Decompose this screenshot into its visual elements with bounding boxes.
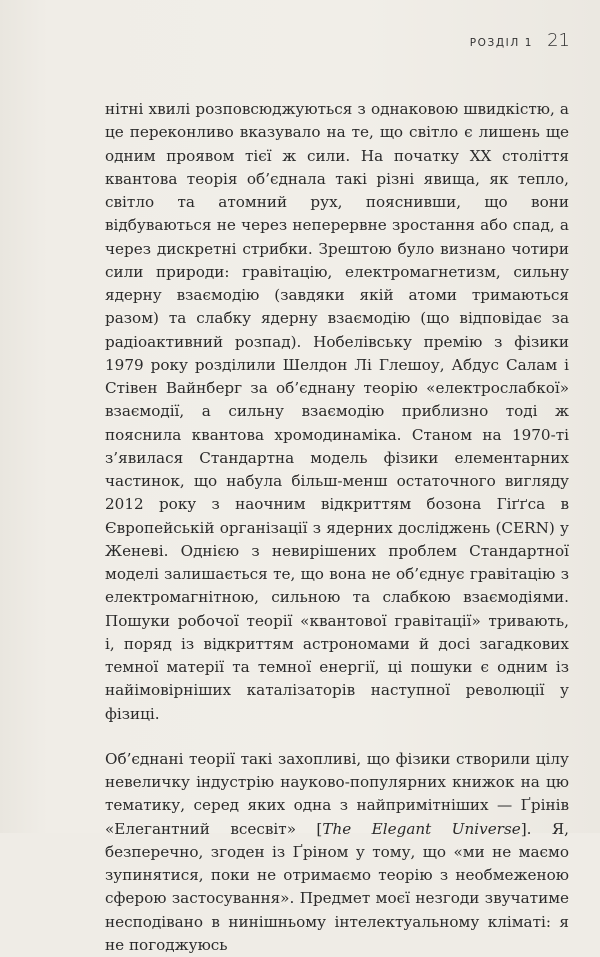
- running-head: [470, 30, 570, 51]
- paragraph-2: [105, 748, 569, 957]
- page-number: 21: [547, 30, 570, 51]
- paragraph-1: нітні хвилі розповсюджуються з однаковою швидкістю, а це переконливо вказувало на те, що світло є лишень ще одним проявом тієї ж сили. На початку XX століття квантова теорія об’єднала такі різні явища, як тепло, світло та атомний рух, пояснивши, що вони відбуваються не через неперервне зростання або спад, а через дискретні стрибки. Зрештою було визнано чотири сили природи: гравітацію, електромагнетизм, сильну ядерну взаємодію (завдяки якій атоми тримаються разом) та слабку ядерну взаємодію (що відповідає за радіоактивний розпад). Нобелівську премію з фізики 1979 року розділили Шелдон Лі Глешоу, Абдус Салам і Стівен Вайнберг за об’єднану теорію «електрослабкої» взаємодії, а сильну взаємодію приблизно тоді ж пояснила квантова хромодинаміка. Станом на 1970-ті з’явилася Стандартна модель фізики елементарних частинок, що набула більш-менш остаточного вигляду 2012 року з наочним відкриттям бозона Гіґґса в Європейській організації з ядерних досліджень (CERN) у Женеві. Однією з невирішених проблем Стандартної моделі залишається те, що вона не об’єднує гравітацію з електромагнітною, сильною та слабкою взаємодіями. Пошуки робочої теорії «квантової гравітації» тривають, і, поряд із відкриттям астрономами й досі загадкових темної матерії та темної енергії, ці пошуки є одним із найімовірніших каталізаторів наступної революції у фізиці.: [105, 100, 569, 723]
- body-text: [105, 98, 569, 957]
- paragraph-2-text-after: ]. Я, безперечно, згоден із Ґріном у тому, що «ми не маємо зупинятися, поки не отримаємо теорію з необмеженою сферою застосування». Предмет моєї незгоди звучатиме несподівано в нинішньому інтелектуальному кліматі: я не погоджуюсь: [105, 819, 569, 954]
- book-title-italic: The Elegant Universe: [322, 819, 521, 838]
- paragraph-2-text-before: Об’єднані теорії такі захопливі, що фізики створили цілу невеличку індустрію науково-популярних книжок на цю тематику, серед яких одна з найпримітніших — Ґрінів «Елегантний всесвіт» [: [105, 749, 569, 838]
- chapter-label: РОЗДІЛ 1: [469, 37, 534, 49]
